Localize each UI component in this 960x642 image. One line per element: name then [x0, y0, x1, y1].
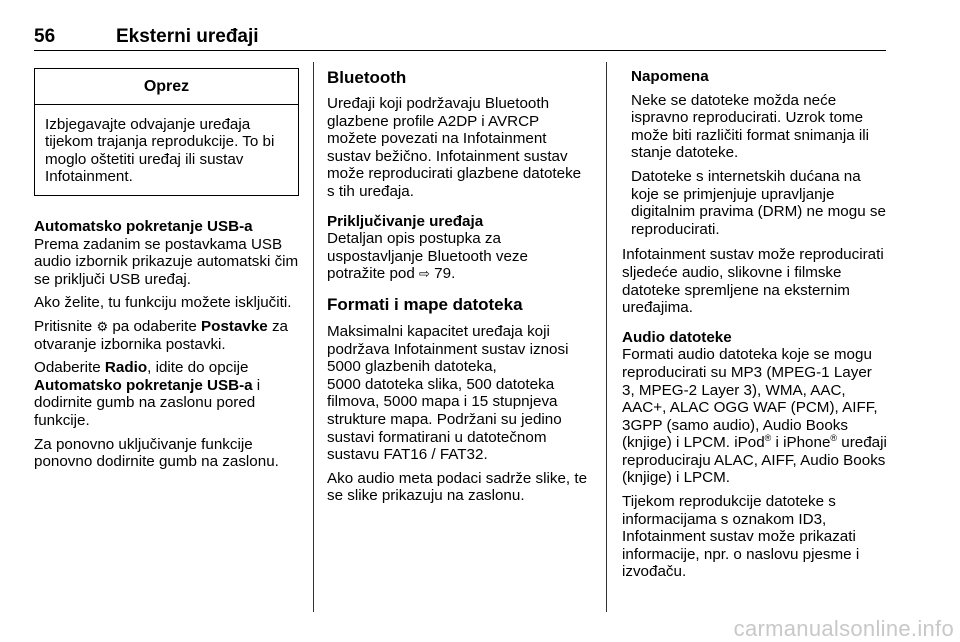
column-middle [327, 68, 590, 511]
settings-label: Postavke [201, 317, 268, 335]
usb-radio-instruction: Odaberite Radio, idite do opcije Automatsko pokretanje USB-a i dodirnite gumb na zaslonu pored funkcije. [34, 359, 261, 429]
formats-heading: Formati i mape datoteka [327, 294, 523, 314]
radio-label: Radio [104, 359, 148, 377]
note-box [622, 68, 887, 238]
note-paragraph: Datoteke s internetskih dućana na koje se primjenjuje upravljanje digitalnim pravima (DRM) ne mogu se reproducirati. [631, 167, 886, 238]
usb-autostart-heading: Automatsko pokretanje USB-a [34, 217, 253, 235]
caution-box [34, 68, 299, 196]
audio-formats-paragraph: Formati audio datoteka koje se mogu reproducirati su MP3 (MPEG-1 Layer 3, MPEG-2 Layer 3), WMA, AAC, AAC+, ALAC OGG WAF (PCM), AIFF, 3GPP (samo audio), Audio Books (knjige) i LPCM. iPod® i iPhone® uređaji reproduciraju ALAC, AIFF, Audio Books (knjige) i LPCM. [622, 346, 887, 487]
connect-paragraph: Detaljan opis postupka za uspostavljanje Bluetooth veze potražite pod ⇨ 79. [327, 230, 528, 283]
formats-paragraph: Ako audio meta podaci sadrže slike, te se slike prikazuju na zaslonu. [327, 469, 588, 505]
page-title: Eksterni uređaji [116, 26, 259, 47]
caution-title: Oprez [35, 69, 298, 105]
usb-autostart-label: Automatsko pokretanje USB-a [34, 376, 253, 394]
usb-settings-instruction: Pritisnite ⚙ pa odaberite Postavke za otvaranje izbornika postavki. [34, 317, 288, 353]
formats-paragraph: 5000 datoteka slika, 500 datoteka filmova, 5000 mapa i 15 stupnjeva strukture mapa. Podržani su jedino sustavi formatirani u datotečnom sustavu FAT16 / FAT32. [327, 375, 562, 464]
audio-files-heading: Audio datoteke [622, 328, 732, 346]
column-divider [313, 62, 314, 612]
usb-paragraph: Ako želite, tu funkciju možete isključiti. [34, 294, 292, 312]
usb-paragraph: Za ponovno uključivanje funkcije ponovno dodirnite gumb na zaslonu. [34, 435, 279, 471]
connect-device-heading: Priključivanje uređaja [327, 212, 484, 230]
column-right [622, 68, 887, 587]
note-paragraph: Neke se datoteke možda neće ispravno reproducirati. Uzrok tome može biti različiti format snimanja ili stanje datoteke. [631, 91, 870, 162]
id3-paragraph: Tijekom reprodukcije datoteke s informacijama s oznakom ID3, Infotainment sustav može prikazati informacije, npr. o naslovu pjesme i izvođaču. [622, 493, 860, 581]
gear-icon: ⚙ [96, 318, 109, 334]
page-reference-link[interactable]: 79. [434, 265, 456, 283]
caution-text: Izbjegavajte odvajanje uređaja tijekom trajanja reprodukcije. To bi moglo oštetiti uređaj ili sustav Infotainment. [45, 115, 275, 186]
column-divider [606, 62, 607, 612]
usb-paragraph: Prema zadanim se postavkama USB audio izbornik prikazuje automatski čim se priključi USB uređaj. [34, 235, 299, 288]
note-heading: Napomena [631, 68, 709, 85]
page-header [34, 28, 886, 51]
supported-files-paragraph: Infotainment sustav može reproducirati sljedeće audio, slikovne i filmske datoteke spremljene na eksternim uređajima. [622, 246, 884, 317]
page-reference-arrow-icon: ⇨ [419, 266, 430, 282]
bluetooth-paragraph: Uređaji koji podržavaju Bluetooth glazbene profile A2DP i AVRCP možete povezati na Infotainment sustav bežično. Infotainment sustav može reproducirati glazbene datoteke s tih uređaja. [327, 95, 582, 200]
watermark: carmanualsonline.info [733, 616, 954, 642]
page-number: 56 [34, 26, 56, 47]
formats-paragraph: Maksimalni kapacitet uređaja koji podržava Infotainment sustav iznosi 5000 glazbenih datoteka, [327, 322, 569, 376]
bluetooth-heading: Bluetooth [327, 68, 407, 87]
column-left [34, 68, 299, 477]
